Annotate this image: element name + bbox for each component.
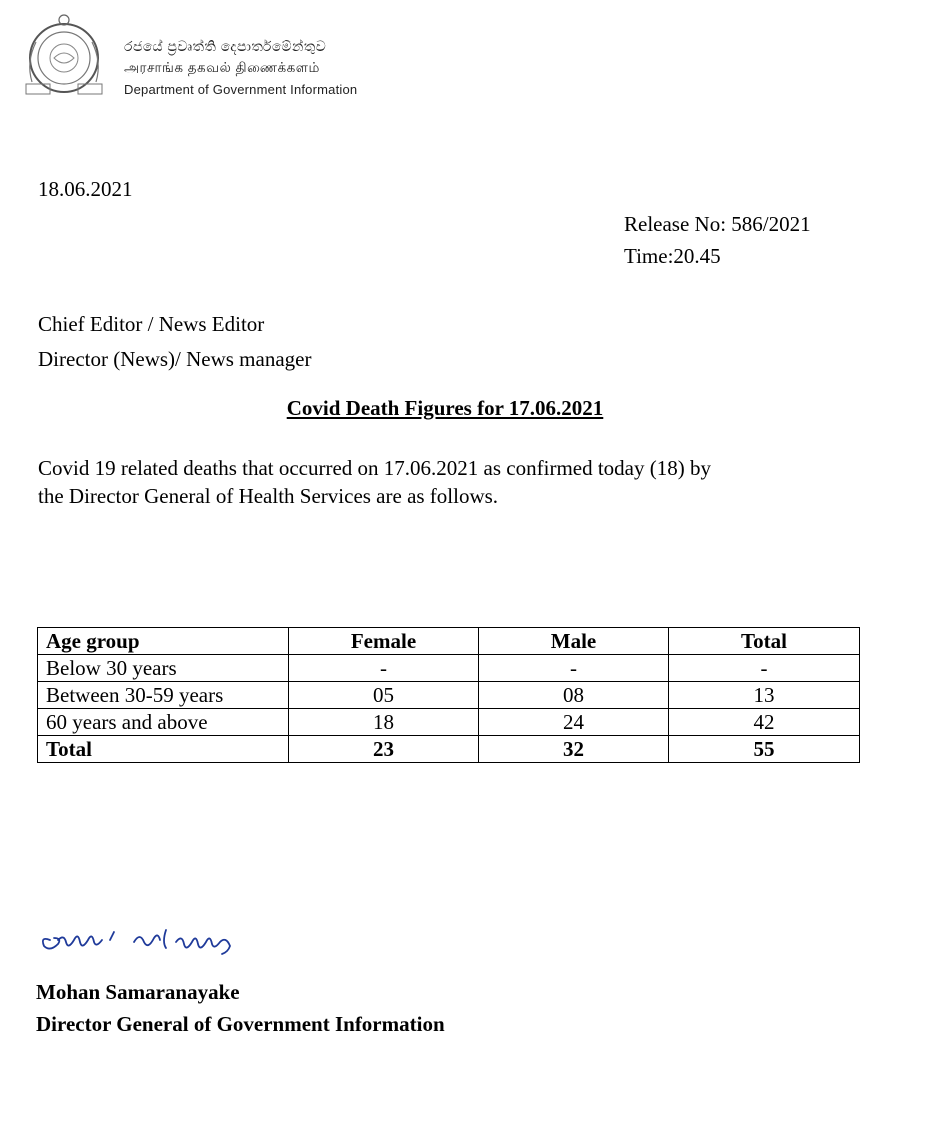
table-cell: 18: [289, 709, 479, 736]
table-row: [38, 682, 860, 709]
table-header-row: [38, 628, 860, 655]
letterhead-tamil: அரசாங்க தகவல் திணைக்களம்: [124, 60, 320, 75]
table-row: [38, 709, 860, 736]
recipient-line: Chief Editor / News Editor: [38, 312, 265, 336]
release-number: Release No: 586/2021: [624, 212, 811, 236]
government-seal-logo: [20, 12, 108, 98]
table-cell: 24: [479, 709, 669, 736]
column-header: Male: [479, 628, 669, 655]
table-cell: Total: [38, 736, 289, 763]
column-header: Total: [669, 628, 860, 655]
document-date: 18.06.2021: [38, 177, 133, 201]
letterhead-english: Department of Government Information: [124, 82, 358, 97]
release-time: Time:20.45: [624, 244, 721, 268]
signatory-name: Mohan Samaranayake: [36, 980, 240, 1004]
table-cell: -: [289, 655, 479, 682]
column-header: Age group: [38, 628, 289, 655]
table-cell: 23: [289, 736, 479, 763]
death-figures-table: [37, 627, 860, 763]
table-cell: 42: [669, 709, 860, 736]
table-cell: 55: [669, 736, 860, 763]
table-cell: 60 years and above: [38, 709, 289, 736]
table-cell: 05: [289, 682, 479, 709]
table-total-row: [38, 736, 860, 763]
signatory-title: Director General of Government Information: [36, 1012, 445, 1036]
letterhead-sinhala: රජයේ ප්‍රවෘත්ති දෙපාර්තමේන්තුව: [124, 38, 327, 54]
handwritten-signature: [36, 922, 286, 964]
document-title: Covid Death Figures for 17.06.2021: [286, 396, 604, 420]
column-header: Female: [289, 628, 479, 655]
table-cell: Between 30-59 years: [38, 682, 289, 709]
table-row: [38, 655, 860, 682]
body-text-line: the Director General of Health Services are as follows.: [38, 484, 499, 508]
table-cell: 08: [479, 682, 669, 709]
body-text-line: Covid 19 related deaths that occurred on 17.06.2021 as confirmed today (18) by: [38, 456, 711, 480]
table-cell: Below 30 years: [38, 655, 289, 682]
table-cell: -: [669, 655, 860, 682]
table-cell: 32: [479, 736, 669, 763]
recipient-line: Director (News)/ News manager: [38, 347, 312, 371]
table-cell: 13: [669, 682, 860, 709]
table-cell: -: [479, 655, 669, 682]
